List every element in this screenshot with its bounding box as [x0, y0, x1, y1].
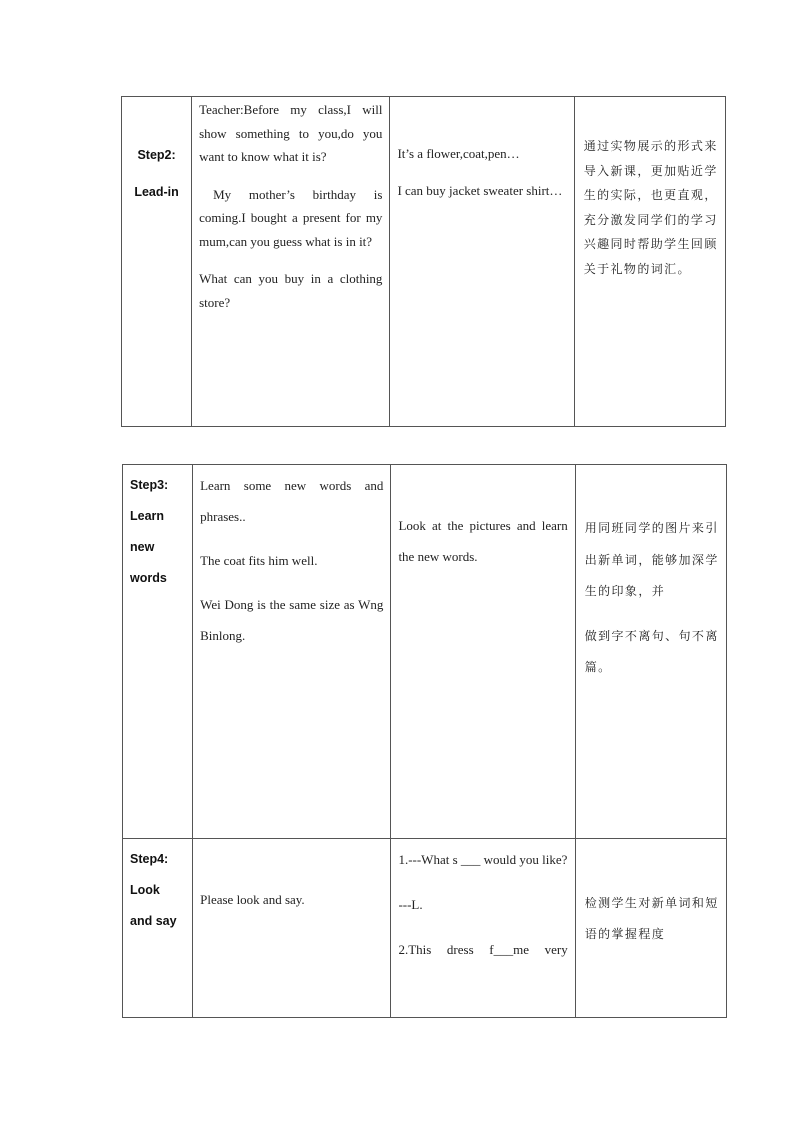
- teacher-activity-cell: [193, 465, 391, 839]
- student-text: 1.---What s ___ would you like?: [398, 852, 568, 867]
- teacher-text: Wei Dong is the same size as Wng Binlong.: [200, 597, 384, 643]
- student-text: ---L.: [398, 897, 423, 912]
- student-text: I can buy jacket sweater shirt…: [397, 183, 563, 198]
- table-row-step2: [122, 97, 726, 427]
- step-title: words: [130, 571, 167, 585]
- student-text: It’s a flower,coat,pen…: [397, 146, 520, 161]
- purpose-text: 用同班同学的图片来引出新单词，能够加深学生的印象，并: [584, 521, 719, 598]
- teacher-text: Learn some new words and phrases..: [200, 478, 384, 524]
- teacher-text: My mother’s birthday is coming.I bought a present for my mum,can you guess what is in it?: [199, 186, 383, 249]
- step-title: and say: [130, 914, 177, 928]
- step-title: new: [130, 540, 155, 554]
- table-row-step3: [123, 465, 727, 839]
- step-cell: [123, 839, 193, 1018]
- teacher-activity-cell: [192, 97, 390, 427]
- purpose-cell: [575, 839, 726, 1018]
- step-title: Learn: [130, 509, 165, 523]
- teacher-activity-cell: [193, 839, 391, 1018]
- table-row-step4: [123, 839, 727, 1018]
- student-activity-cell: [391, 839, 575, 1018]
- step-label: Step3:: [130, 478, 169, 492]
- step-label: Step4:: [130, 852, 169, 866]
- purpose-text: 通过实物展示的形式来导入新课，更加贴近学生的实际，也更直观，充分激发同学们的学习兴趣同时帮助学生回顾关于礼物的词汇。: [583, 139, 718, 276]
- student-text: Look at the pictures and learn the new words.: [398, 518, 568, 564]
- purpose-text: 做到字不离句、句不离篇。: [584, 628, 719, 674]
- step-cell: [123, 465, 193, 839]
- teacher-text: Please look and say.: [200, 892, 305, 907]
- purpose-cell: [574, 97, 725, 427]
- lesson-table-1: [121, 96, 726, 427]
- student-text: 2.This dress f___me very: [398, 942, 568, 957]
- step-title: Look: [130, 883, 160, 897]
- purpose-text: 检测学生对新单词和短语的掌握程度: [584, 896, 719, 941]
- student-activity-cell: [390, 97, 574, 427]
- step-label: Step2:: [137, 148, 176, 162]
- lesson-table-2: [122, 464, 727, 1018]
- step-title: Lead-in: [134, 185, 179, 199]
- teacher-text: What can you buy in a clothing store?: [199, 271, 383, 310]
- student-activity-cell: [391, 465, 575, 839]
- teacher-text: Teacher:Before my class,I will show something to you,do you want to know what it is?: [199, 102, 383, 164]
- purpose-cell: [575, 465, 726, 839]
- step-cell: [122, 97, 192, 427]
- teacher-text: The coat fits him well.: [200, 553, 318, 568]
